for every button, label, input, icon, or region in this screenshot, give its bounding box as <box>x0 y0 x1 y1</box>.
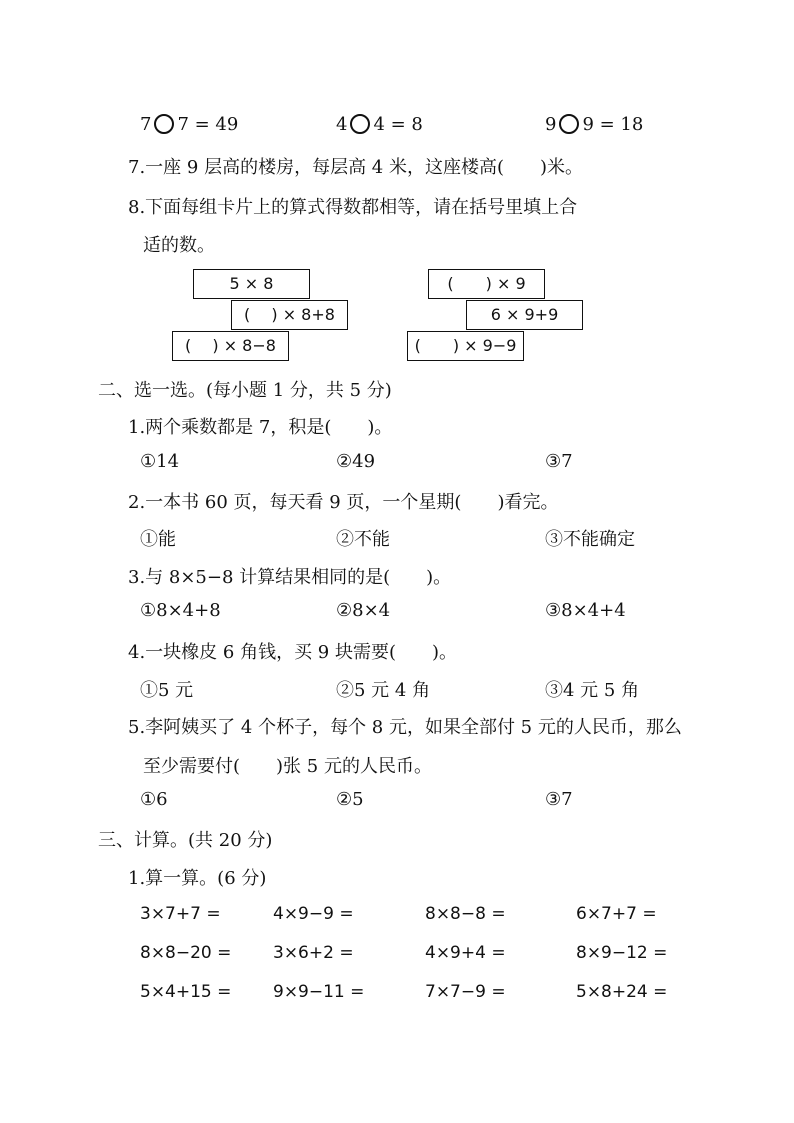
option[interactable]: ③4 元 5 角 <box>545 680 640 701</box>
calc-item[interactable]: 8×8−20 = <box>140 943 232 963</box>
calc-item[interactable]: 6×7+7 = <box>576 904 657 924</box>
choice-question-4: 4.一块橡皮 6 角钱，买 9 块需要( )。 <box>128 642 458 663</box>
option[interactable]: ②8×4 <box>336 600 391 621</box>
option[interactable]: ②5 <box>336 789 364 810</box>
calc-item[interactable]: 8×8−8 = <box>425 904 506 924</box>
question-7: 7.一座 9 层高的楼房，每层高 4 米，这座楼高( )米。 <box>128 157 584 178</box>
operand: 9 <box>545 114 557 135</box>
option[interactable]: ①5 元 <box>140 680 194 701</box>
calc-title: 1.算一算。(6 分) <box>128 868 267 889</box>
choice-question-1: 1.两个乘数都是 7，积是( )。 <box>128 417 393 438</box>
calc-item[interactable]: 5×4+15 = <box>140 982 232 1002</box>
choice-question-5-line1: 5.李阿姨买了 4 个杯子，每个 8 元，如果全部付 5 元的人民币，那么 <box>128 717 682 738</box>
calc-item[interactable]: 7×7−9 = <box>425 982 506 1002</box>
section-2-heading: 二、选一选。(每小题 1 分，共 5 分) <box>98 380 392 401</box>
operand: 7 <box>140 114 152 135</box>
card-left-2[interactable]: ( ) × 8+8 <box>231 300 348 330</box>
option[interactable]: ③7 <box>545 789 573 810</box>
option[interactable]: ②不能 <box>336 529 390 550</box>
card-right-2: 6 × 9+9 <box>466 300 583 330</box>
operand: 4 <box>336 114 348 135</box>
blank-circle-icon[interactable] <box>559 114 579 134</box>
option[interactable]: ③不能确定 <box>545 529 635 550</box>
option[interactable]: ②5 元 4 角 <box>336 680 431 701</box>
card-right-3[interactable]: ( ) × 9−9 <box>407 331 524 361</box>
calc-item[interactable]: 3×7+7 = <box>140 904 221 924</box>
option[interactable]: ①14 <box>140 451 180 472</box>
choice-question-2: 2.一本书 60 页，每天看 9 页，一个星期( )看完。 <box>128 492 559 513</box>
calc-item[interactable]: 4×9+4 = <box>425 943 506 963</box>
option[interactable]: ①能 <box>140 529 176 550</box>
option[interactable]: ③8×4+4 <box>545 600 626 621</box>
calc-item[interactable]: 4×9−9 = <box>273 904 354 924</box>
operand-result: 9 = 18 <box>582 114 644 135</box>
question-8-line2: 适的数。 <box>143 235 215 256</box>
option[interactable]: ①8×4+8 <box>140 600 221 621</box>
choice-question-5-line2: 至少需要付( )张 5 元的人民币。 <box>143 756 432 777</box>
option[interactable]: ②49 <box>336 451 376 472</box>
question-8-line1: 8.下面每组卡片上的算式得数都相等，请在括号里填上合 <box>128 197 578 218</box>
blank-circle-icon[interactable] <box>350 114 370 134</box>
calc-item[interactable]: 5×8+24 = <box>576 982 668 1002</box>
operand-result: 4 = 8 <box>373 114 423 135</box>
circle-equation-1 <box>140 114 238 135</box>
circle-equation-2 <box>336 114 423 135</box>
calc-item[interactable]: 9×9−11 = <box>273 982 365 1002</box>
blank-circle-icon[interactable] <box>154 114 174 134</box>
circle-equation-3 <box>545 114 643 135</box>
operand-result: 7 = 49 <box>177 114 239 135</box>
option[interactable]: ①6 <box>140 789 168 810</box>
section-3-heading: 三、计算。(共 20 分) <box>98 830 273 851</box>
calc-item[interactable]: 3×6+2 = <box>273 943 354 963</box>
option[interactable]: ③7 <box>545 451 573 472</box>
card-left-3[interactable]: ( ) × 8−8 <box>172 331 289 361</box>
card-left-1: 5 × 8 <box>193 269 310 299</box>
calc-item[interactable]: 8×9−12 = <box>576 943 668 963</box>
choice-question-3: 3.与 8×5−8 计算结果相同的是( )。 <box>128 567 452 588</box>
card-right-1[interactable]: ( ) × 9 <box>428 269 545 299</box>
